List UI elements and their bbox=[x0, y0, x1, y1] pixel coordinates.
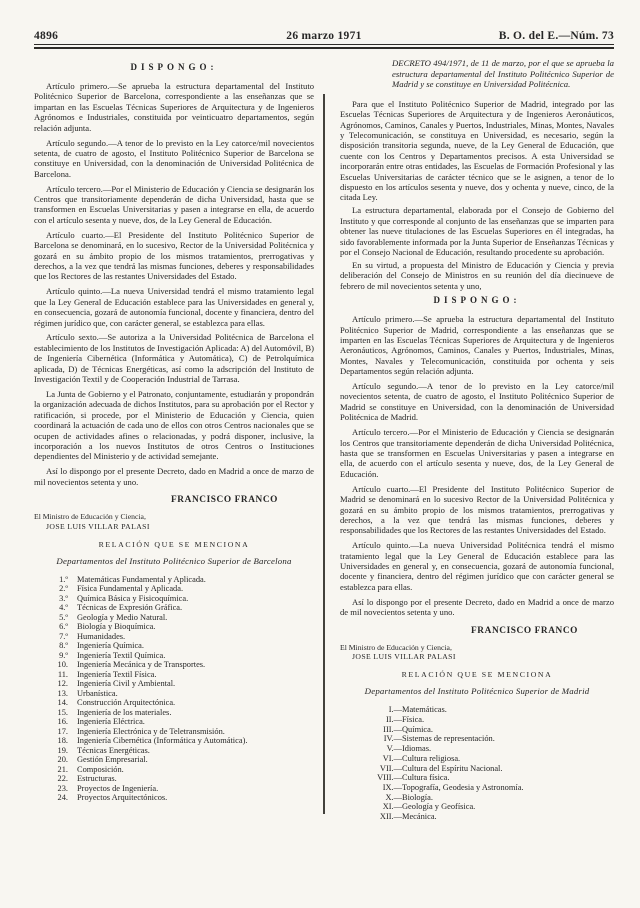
departments-title-madrid: Departamentos del Instituto Politécnico Superior de Madrid bbox=[364, 686, 590, 697]
list-item bbox=[34, 603, 314, 613]
list-item-number: 20. bbox=[57, 755, 68, 765]
list-item-label: Técnicas de Expresión Gráfica. bbox=[77, 603, 183, 613]
list-item-number: 4.º bbox=[59, 603, 68, 613]
list-item bbox=[34, 689, 314, 699]
list-item-number: 17. bbox=[57, 726, 68, 736]
list-item-number: 23. bbox=[57, 783, 68, 793]
list-item bbox=[34, 708, 314, 718]
list-item bbox=[34, 651, 314, 661]
minister-block-right bbox=[340, 643, 614, 662]
minister-block-left bbox=[34, 512, 314, 531]
list-item bbox=[34, 660, 314, 670]
signature-franco-left: FRANCISCO FRANCO bbox=[171, 495, 278, 506]
minister-name: JOSE LUIS VILLAR PALASI bbox=[352, 651, 456, 661]
list-item-number: III.— bbox=[383, 724, 402, 734]
list-item-number: IV.— bbox=[383, 734, 402, 744]
list-item-number: 16. bbox=[57, 717, 68, 727]
list-item-number: 18. bbox=[57, 736, 68, 746]
list-item-number: 7.º bbox=[59, 631, 68, 641]
list-item-number: VIII.— bbox=[377, 773, 402, 783]
paragraph: Artículo primero.—Se aprueba la estructura departamental del Instituto Politécnico Superior de Barcelona, correspondiente a las enseñanzas que se impartan en las Escuelas Técnicas Superiores de Arquitectura y de Ingenieros Agrónomos e Industriales, constituida por veinticuatro departamentos, según relación adjunta. bbox=[34, 81, 314, 133]
list-item-label: Matemáticas Fundamental y Aplicada. bbox=[77, 574, 206, 584]
paragraph: Artículo segundo.—A tenor de lo previsto en la Ley catorce/mil novecientos setenta, de cuatro de agosto, el Instituto Politécnico Superior de Madrid se constituye en Universidad, con la denominación de Universidad Politécnica de Madrid. bbox=[340, 381, 614, 423]
list-item-label: Ingeniería Eléctrica. bbox=[77, 717, 145, 727]
list-item-number: 6.º bbox=[59, 622, 68, 632]
signature-franco-right: FRANCISCO FRANCO bbox=[471, 625, 578, 636]
list-item bbox=[340, 754, 614, 764]
list-item bbox=[340, 725, 614, 735]
right-column-madrid bbox=[326, 58, 614, 822]
decree-title: DECRETO 494/1971, de 11 de marzo, por el que se aprueba la estructura departamental del Instituto Politécnico Superior de Madrid y se constituye en Universidad Politécnica. bbox=[392, 58, 614, 90]
list-item-number: VI.— bbox=[382, 753, 402, 763]
paragraph: Artículo sexto.—Se autoriza a la Universidad Politécnica de Barcelona el establecimiento de los Institutos de Investigación Aplicada: A) del Automóvil, B) de Ingeniería Cibernética (Informática y Automática), C) de Petrolquímica aplicada, D) de Técnicas Energéticas, así como la adscripción del Instituto de Investigación Textil y de Cooperación Industrial de Tarrasa. bbox=[34, 332, 314, 385]
minister-name: JOSE LUIS VILLAR PALASI bbox=[46, 521, 150, 531]
left-column-barcelona bbox=[34, 58, 326, 822]
list-item-number: XI.— bbox=[382, 802, 402, 812]
list-item-label: Ingeniería Civil y Ambiental. bbox=[77, 679, 176, 689]
paragraph: Así lo dispongo por el presente Decreto, dado en Madrid a once de marzo de mil novecientos setenta y uno. bbox=[34, 466, 314, 487]
list-item bbox=[340, 764, 614, 774]
list-item-number: 13. bbox=[57, 688, 68, 698]
paragraph: La Junta de Gobierno y el Patronato, conjuntamente, estudiarán y propondrán la organización adecuada de dichos Institutos, para su aprobación por el Rector y ratificación, si procede, por el Ministerio de Educación y Ciencia, quien coordinará la actuación de cada uno de ellos con otros Centros nacionales que se ocupen de actividades afines o relacionadas, y podrá disponer, inclusive, la incorporación a los nuevos Institutos de otros Centros o Instituciones dependientes del Ministerio y de actividad semejante. bbox=[34, 388, 314, 462]
list-item-number: 5.º bbox=[59, 612, 68, 622]
paragraph: Artículo segundo.—A tenor de lo previsto en la Ley catorce/mil novecientos setenta, de cuatro de agosto, el Instituto Politécnico Superior de Barcelona se constituye en Universidad, con la denominación de Universidad Politécnica de Barcelona. bbox=[34, 137, 314, 179]
paragraph: La estructura departamental, elaborada por el Consejo de Gobierno del Instituto y que corresponde al conjunto de las enseñanzas que se imparten para obtener las nueve titulaciones de las Escuelas Superiores en él integradas, ha sido favorablemente informada por la Junta Superior de Enseñanzas Técnicas y por el Consejo Nacional de Educación, resultando procedente su aprobación. bbox=[340, 205, 614, 257]
list-item-label: Técnicas Energéticas. bbox=[77, 745, 150, 755]
paragraph: Artículo tercero.—Por el Ministerio de Educación y Ciencia se designarán los Centros que transitoriamente dependerán de dicha Universidad, hasta que se transformen en Escuelas Universitarias y pasen a integrarse en ella, de acuerdo con el artículo sesenta y nueve, dos, de la Ley General de Educación. bbox=[34, 183, 314, 225]
header-rule bbox=[34, 44, 614, 49]
list-item-number: 8.º bbox=[59, 641, 68, 651]
list-item-label: Ingeniería Cibernética (Informática y Automática). bbox=[77, 736, 248, 746]
list-item-label: Proyectos de Ingeniería. bbox=[77, 783, 159, 793]
departments-title-barcelona: Departamentos del Instituto Politécnico Superior de Barcelona bbox=[56, 555, 292, 566]
paragraph: Artículo quinto.—La nueva Universidad Politécnica tendrá el mismo tratamiento legal que la Ley General de Educación establece para las Universidades en general y, en consecuencia, gozará de autonomía funcional, docente y financiera, dentro del régimen jurídico que con carácter general se establezca para ellas. bbox=[340, 540, 614, 592]
list-item-number: XII.— bbox=[379, 812, 402, 822]
list-item-label: Urbanística. bbox=[77, 688, 118, 698]
list-item-label: Ingeniería Mecánica y de Transportes. bbox=[77, 660, 206, 670]
list-item-label: Gestión Empresarial. bbox=[77, 755, 148, 765]
minister-title: El Ministro de Educación y Ciencia, bbox=[34, 512, 146, 522]
departments-list-barcelona bbox=[34, 575, 314, 803]
dispongo-heading-left: DISPONGO: bbox=[130, 62, 218, 72]
list-item-label: Humanidades. bbox=[77, 631, 126, 641]
list-item-number: 14. bbox=[57, 698, 68, 708]
list-item-label: Física. bbox=[402, 715, 425, 725]
list-item bbox=[340, 773, 614, 783]
paragraph: Artículo cuarto.—El Presidente del Instituto Politécnico Superior de Barcelona se denominará, en lo sucesivo, Rector de la Universidad Politécnica y gozará en su ámbito propio de los mismos tratamientos, prerrogativas y derechos, a la vez que tendrá las mismas funciones, deberes y responsabilidades que los Rectores de las restantes Universidades del Estado. bbox=[34, 229, 314, 282]
list-item-label: Ingeniería Electrónica y de Teletransmisión. bbox=[77, 726, 225, 736]
page-header bbox=[34, 30, 614, 42]
list-item-label: Ingeniería Textil Química. bbox=[77, 650, 166, 660]
list-item bbox=[34, 774, 314, 784]
list-item-label: Cultura física. bbox=[402, 773, 450, 783]
list-item-label: Proyectos Arquitectónicos. bbox=[77, 793, 168, 803]
list-item-number: 22. bbox=[57, 774, 68, 784]
list-item-number: X.— bbox=[385, 792, 402, 802]
list-item-number: 1.º bbox=[59, 574, 68, 584]
list-item bbox=[34, 641, 314, 651]
list-item-label: Ingeniería Química. bbox=[77, 641, 144, 651]
list-item-number: 2.º bbox=[59, 584, 68, 594]
list-item-number: 19. bbox=[57, 745, 68, 755]
list-item bbox=[34, 594, 314, 604]
paragraph: Artículo tercero.—Por el Ministerio de Educación y Ciencia se designarán los Centros que transitoriamente dependerán de dicha Universidad Politécnica, hasta que se transformen en Escuelas Universitarias y pasen a integrarse en ella, de acuerdo con el artículo sesenta y nueve, dos, de la Ley General de Educación. bbox=[340, 427, 614, 479]
list-item-number: II.— bbox=[385, 715, 402, 725]
issue-number: B. O. del E.—Núm. 73 bbox=[498, 30, 614, 42]
decree-preamble bbox=[340, 99, 614, 291]
paragraph: En su virtud, a propuesta del Ministro de Educación y Ciencia y previa deliberación del Consejo de Ministros en su reunión del día diecinueve de febrero de mil novecientos setenta y uno, bbox=[340, 259, 614, 291]
list-item-number: 9.º bbox=[59, 650, 68, 660]
paragraph: Para que el Instituto Politécnico Superior de Madrid, integrado por las Escuelas Técnicas Superiores de Arquitectura y de Ingenieros Aeronáuticos, Agrónomos, Caminos, Canales y Puertos, Industriales, Minas, Montes, Navales y Telecomunicación, se constituya en Universidad, es necesario, según la disposición transitoria segunda, nueve, de la Ley General de Educación, que cuente con los Centros y Departamentos precisos. A esta Universidad se incorporarán entre otras entidades, las Escuelas de Formación Profesional y las Escuelas Universitarias de carácter técnico que se le asignen, a tenor de lo dispuesto en los artículos sesenta y nueve, dos y ochenta y nueve, cinco, de la citada Ley. bbox=[340, 98, 614, 203]
list-item bbox=[34, 575, 314, 585]
list-item-label: Ingeniería Textil Física. bbox=[77, 669, 157, 679]
list-item-number: 12. bbox=[57, 679, 68, 689]
list-item-label: Geología y Medio Natural. bbox=[77, 612, 168, 622]
list-item bbox=[34, 613, 314, 623]
column-divider bbox=[323, 94, 325, 814]
list-item-label: Ingeniería de los materiales. bbox=[77, 707, 172, 717]
list-item bbox=[34, 736, 314, 746]
list-item-number: 11. bbox=[57, 669, 68, 679]
list-item bbox=[340, 744, 614, 754]
list-item-label: Topografía, Geodesia y Astronomía. bbox=[402, 783, 524, 792]
list-item bbox=[34, 784, 314, 794]
right-articles bbox=[340, 314, 614, 617]
list-item-label: Matemáticas. bbox=[402, 705, 447, 715]
list-item-number: 24. bbox=[57, 793, 68, 803]
paragraph: Artículo quinto.—La nueva Universidad tendrá el mismo tratamiento legal que la Ley General de Educación establece para las Universidades en general y, en consecuencia, gozará de autonomía funcional, docente y financiera, dentro del régimen jurídico que, con carácter general, se establezca para ellas. bbox=[34, 286, 314, 328]
list-item bbox=[34, 755, 314, 765]
list-item bbox=[34, 698, 314, 708]
list-item-label: Química. bbox=[402, 724, 433, 734]
list-item bbox=[34, 717, 314, 727]
list-item bbox=[34, 679, 314, 689]
list-item bbox=[340, 793, 614, 803]
page-number: 4896 bbox=[34, 30, 59, 42]
list-item bbox=[34, 622, 314, 632]
list-item-label: Biología y Bioquímica. bbox=[77, 622, 156, 632]
list-item-label: Mecánica. bbox=[402, 812, 437, 822]
list-item bbox=[340, 812, 614, 822]
list-item-label: Biología. bbox=[402, 792, 433, 802]
left-paragraphs bbox=[34, 81, 314, 487]
list-item-number: 15. bbox=[57, 707, 68, 717]
list-item bbox=[34, 670, 314, 680]
list-item-number: V.— bbox=[386, 744, 402, 754]
list-item bbox=[340, 715, 614, 725]
list-item-label: Cultura religiosa. bbox=[402, 753, 461, 763]
minister-title: El Ministro de Educación y Ciencia, bbox=[340, 642, 452, 652]
list-item-number: VII.— bbox=[379, 763, 402, 773]
list-item bbox=[34, 765, 314, 775]
issue-date: 26 marzo 1971 bbox=[286, 30, 362, 42]
departments-list-madrid bbox=[340, 705, 614, 821]
list-item bbox=[34, 793, 314, 803]
list-item-label: Química Básica y Fisicoquímica. bbox=[77, 593, 189, 603]
list-item bbox=[34, 632, 314, 642]
paragraph: Artículo primero.—Se aprueba la estructura departamental del Instituto Politécnico Superior de Madrid, correspondiente a las enseñanzas que se imparten en las Escuelas Técnicas Superiores de Arquitectura y de Ingenieros Aeronáuticos, Agrónomos, Caminos, Canales y Puertos, Industriales, Minas, Montes, Navales y Telecomunicación, constituida por ochenta y seis Departamentos según relación adjunta. bbox=[340, 314, 614, 377]
list-item-number: IX.— bbox=[382, 783, 402, 792]
list-item-label: Sistemas de representación. bbox=[402, 734, 495, 744]
list-item bbox=[340, 705, 614, 715]
list-item bbox=[340, 734, 614, 744]
relation-heading-right: RELACIÓN QUE SE MENCIONA bbox=[401, 670, 553, 680]
list-item-label: Composición. bbox=[77, 764, 124, 774]
list-item-label: Construcción Arquitectónica. bbox=[77, 698, 176, 708]
list-item bbox=[340, 783, 614, 793]
list-item-label: Idiomas. bbox=[402, 744, 432, 754]
paragraph: Artículo cuarto.—El Presidente del Instituto Politécnico Superior de Madrid se denominará en lo sucesivo Rector de la Universidad Politécnica y gozará en su ámbito propio de los mismos tratamientos, prerrogativas y derechos, a la vez que tendrá las mismas funciones, deberes y responsabilidades que los Rectores de las restantes Universidades del Estado. bbox=[340, 483, 614, 536]
list-item bbox=[34, 584, 314, 594]
list-item bbox=[34, 727, 314, 737]
list-item-number: 21. bbox=[57, 764, 68, 774]
list-item-number: 10. bbox=[57, 660, 68, 670]
paragraph: Así lo dispongo por el presente Decreto, dado en Madrid a once de marzo de mil novecientos setenta y uno. bbox=[340, 596, 614, 618]
list-item bbox=[34, 746, 314, 756]
list-item bbox=[340, 802, 614, 812]
list-item-label: Geología y Geofísica. bbox=[402, 802, 476, 812]
list-item-label: Cultura del Espíritu Nacional. bbox=[402, 763, 503, 773]
relation-heading-left: RELACIÓN QUE SE MENCIONA bbox=[98, 539, 250, 549]
list-item-number: I.— bbox=[388, 705, 402, 715]
dispongo-heading-right: DISPONGO: bbox=[433, 295, 521, 306]
list-item-number: 3.º bbox=[59, 593, 68, 603]
list-item-label: Estructuras. bbox=[77, 774, 117, 784]
list-item-label: Física Fundamental y Aplicada. bbox=[77, 584, 184, 594]
